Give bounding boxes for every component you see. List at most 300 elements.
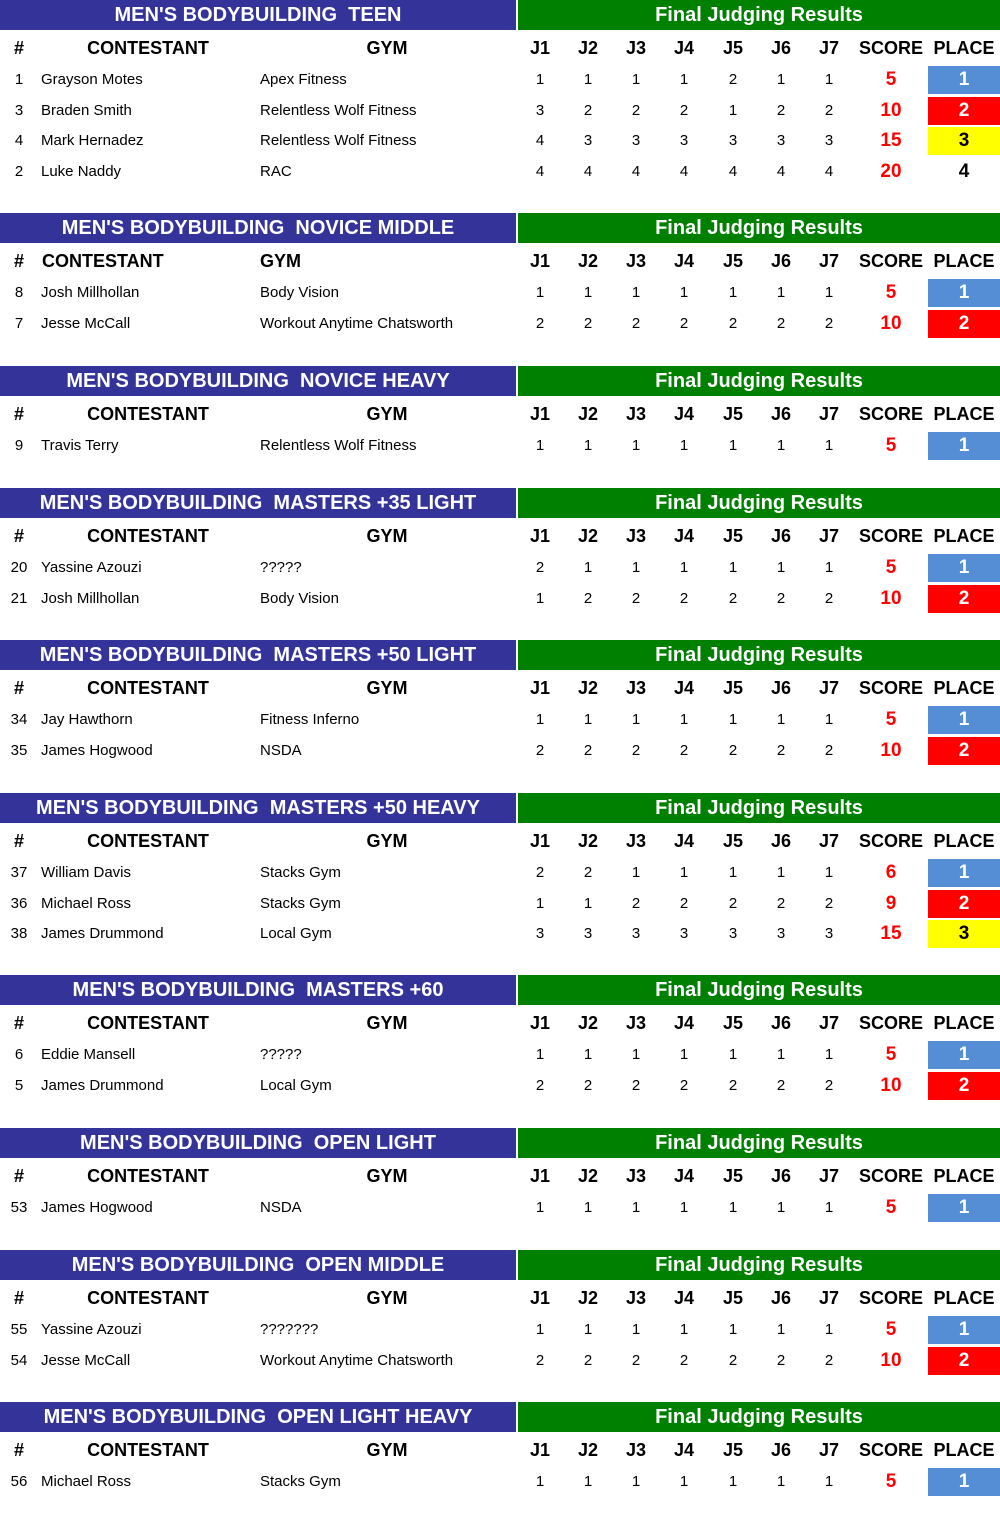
results-section [0, 1250, 1000, 1376]
contestant-number: 34 [10, 711, 28, 728]
header-judge: J6 [770, 1440, 792, 1460]
judge-score: 1 [679, 1199, 689, 1216]
total-score: 5 [885, 1044, 897, 1065]
section-banner [0, 0, 1000, 30]
header-place: PLACE [933, 1440, 995, 1460]
total-score: 10 [880, 99, 902, 121]
division-title: MEN'S BODYBUILDING OPEN LIGHT HEAVY [0, 1402, 516, 1432]
final-results-label: Final Judging Results [518, 975, 1000, 1005]
contestant-gym: Body Vision [260, 284, 339, 301]
judge-score: 1 [824, 284, 834, 301]
header-judge: J5 [722, 678, 744, 698]
header-judge: J4 [673, 251, 695, 271]
place-badge: 2 [928, 890, 1000, 918]
results-section [0, 1402, 1000, 1498]
contestant-number: 36 [10, 894, 28, 912]
judge-score: 1 [776, 864, 786, 881]
contestant-number: 54 [10, 1351, 28, 1369]
judge-score: 2 [583, 589, 593, 607]
header-judge: J3 [625, 526, 647, 546]
header-judge: J1 [529, 1440, 551, 1460]
place-badge: 2 [928, 1072, 1000, 1100]
table-row [0, 431, 1000, 462]
header-gym: GYM [366, 831, 408, 851]
judge-score: 1 [535, 1473, 545, 1490]
header-place: PLACE [933, 1166, 995, 1186]
place-badge: 4 [958, 160, 970, 182]
header-judge: J1 [529, 678, 551, 698]
header-judge: J6 [770, 1166, 792, 1186]
total-score: 15 [880, 923, 902, 944]
header-score: SCORE [858, 526, 923, 546]
total-score: 10 [880, 739, 902, 761]
column-header-row [0, 670, 1000, 705]
judge-score: 1 [776, 1046, 786, 1063]
header-place: PLACE [933, 404, 995, 424]
judge-score: 2 [824, 1076, 834, 1094]
header-number: # [13, 1013, 24, 1033]
header-place: PLACE [933, 38, 995, 58]
judge-score: 2 [535, 314, 545, 332]
judge-score: 1 [728, 1199, 738, 1216]
contestant-gym: Relentless Wolf Fitness [260, 132, 417, 149]
judge-score: 1 [535, 1046, 545, 1063]
final-results-label: Final Judging Results [518, 793, 1000, 823]
header-judge: J1 [529, 251, 551, 271]
header-judge: J4 [673, 1013, 695, 1033]
header-judge: J7 [818, 404, 840, 424]
judge-score: 1 [776, 1321, 786, 1338]
header-judge: J4 [673, 38, 695, 58]
judge-score: 2 [631, 589, 641, 607]
place-badge: 1 [928, 1468, 1000, 1496]
header-judge: J5 [722, 1288, 744, 1308]
division-title: MEN'S BODYBUILDING NOVICE MIDDLE [0, 213, 516, 243]
section-banner [0, 213, 1000, 243]
judge-score: 1 [824, 437, 834, 454]
contestant-name: Michael Ross [41, 1473, 132, 1490]
total-score: 10 [880, 1349, 902, 1371]
table-row [0, 1193, 1000, 1224]
judge-score: 1 [679, 711, 689, 728]
header-judge: J7 [818, 526, 840, 546]
judge-score: 3 [631, 132, 641, 149]
contestant-name: Josh Millhollan [41, 589, 140, 607]
header-score: SCORE [858, 1166, 923, 1186]
contestant-gym: NSDA [260, 1199, 302, 1216]
section-banner [0, 1128, 1000, 1158]
header-score: SCORE [858, 251, 923, 271]
judge-score: 4 [679, 162, 689, 180]
contestant-gym: ????? [260, 1046, 302, 1063]
contestant-number: 9 [14, 437, 24, 454]
division-title: MEN'S BODYBUILDING MASTERS +35 LIGHT [0, 488, 516, 518]
judge-score: 2 [679, 314, 689, 332]
header-judge: J2 [577, 526, 599, 546]
contestant-number: 53 [10, 1199, 28, 1216]
judge-score: 1 [583, 1199, 593, 1216]
place-badge: 1 [928, 279, 1000, 307]
judge-score: 2 [679, 741, 689, 759]
header-place: PLACE [933, 526, 995, 546]
place-badge: 2 [928, 737, 1000, 765]
contestant-name: James Hogwood [41, 1199, 153, 1216]
judge-score: 2 [535, 1351, 545, 1369]
table-row [0, 919, 1000, 950]
section-banner [0, 793, 1000, 823]
contestant-number: 2 [14, 162, 24, 180]
column-header-row [0, 1432, 1000, 1467]
judge-score: 1 [728, 284, 738, 301]
contestant-gym: Stacks Gym [260, 864, 341, 881]
section-banner [0, 1402, 1000, 1432]
contestant-gym: Fitness Inferno [260, 711, 360, 728]
judge-score: 2 [679, 101, 689, 119]
header-judge: J7 [818, 1440, 840, 1460]
header-gym: GYM [366, 1013, 408, 1033]
judge-score: 2 [776, 894, 786, 912]
judge-score: 2 [535, 741, 545, 759]
header-judge: J2 [577, 1288, 599, 1308]
header-judge: J4 [673, 1440, 695, 1460]
total-score: 20 [880, 160, 902, 182]
judge-score: 2 [535, 559, 545, 576]
table-row [0, 1346, 1000, 1377]
judge-score: 1 [728, 1046, 738, 1063]
contestant-gym: Relentless Wolf Fitness [260, 437, 417, 454]
judge-score: 2 [583, 1351, 593, 1369]
table-row [0, 553, 1000, 584]
header-judge: J5 [722, 1440, 744, 1460]
contestant-gym: NSDA [260, 741, 302, 759]
header-gym: GYM [260, 251, 302, 271]
header-judge: J5 [722, 526, 744, 546]
table-row [0, 96, 1000, 127]
judge-score: 1 [535, 1199, 545, 1216]
judge-score: 1 [679, 1321, 689, 1338]
judge-score: 1 [776, 711, 786, 728]
total-score: 10 [880, 1074, 902, 1096]
place-badge: 3 [928, 127, 1000, 155]
judge-score: 3 [631, 925, 641, 942]
header-judge: J3 [625, 38, 647, 58]
total-score: 5 [885, 69, 897, 90]
judge-score: 2 [824, 101, 834, 119]
division-title: MEN'S BODYBUILDING MASTERS +50 HEAVY [0, 793, 516, 823]
contestant-name: Mark Hernadez [41, 132, 144, 149]
contestant-name: James Drummond [41, 1076, 164, 1094]
judge-score: 1 [679, 284, 689, 301]
contestant-name: William Davis [41, 864, 131, 881]
judge-score: 1 [631, 1473, 641, 1490]
table-row [0, 278, 1000, 309]
judge-score: 3 [776, 925, 786, 942]
header-judge: J2 [577, 831, 599, 851]
column-header-row [0, 1005, 1000, 1040]
contestant-name: Jay Hawthorn [41, 711, 133, 728]
place-badge: 1 [928, 1041, 1000, 1069]
header-judge: J6 [770, 251, 792, 271]
header-judge: J7 [818, 1288, 840, 1308]
division-title: MEN'S BODYBUILDING NOVICE HEAVY [0, 366, 516, 396]
judge-score: 1 [824, 71, 834, 88]
judge-score: 1 [728, 1321, 738, 1338]
contestant-gym: Workout Anytime Chatsworth [260, 314, 454, 332]
table-row [0, 309, 1000, 340]
final-results-label: Final Judging Results [518, 1402, 1000, 1432]
results-section [0, 793, 1000, 950]
header-judge: J1 [529, 1013, 551, 1033]
header-judge: J5 [722, 1013, 744, 1033]
contestant-name: Josh Millhollan [41, 284, 140, 301]
header-number: # [13, 1166, 24, 1186]
judge-score: 3 [728, 132, 738, 149]
header-number: # [13, 831, 24, 851]
header-judge: J4 [673, 526, 695, 546]
judge-score: 3 [583, 132, 593, 149]
judge-score: 1 [535, 1321, 545, 1338]
final-results-label: Final Judging Results [518, 366, 1000, 396]
header-judge: J2 [577, 678, 599, 698]
header-gym: GYM [366, 1288, 408, 1308]
judge-score: 1 [728, 559, 738, 576]
judge-score: 3 [824, 925, 834, 942]
place-badge: 2 [928, 97, 1000, 125]
division-title: MEN'S BODYBUILDING OPEN LIGHT [0, 1128, 516, 1158]
contestant-gym: Workout Anytime Chatsworth [260, 1351, 454, 1369]
judge-score: 1 [776, 284, 786, 301]
contestant-number: 21 [10, 589, 28, 607]
header-judge: J2 [577, 404, 599, 424]
section-banner [0, 640, 1000, 670]
judge-score: 1 [583, 711, 593, 728]
header-place: PLACE [933, 251, 995, 271]
final-results-label: Final Judging Results [518, 488, 1000, 518]
header-judge: J3 [625, 678, 647, 698]
contestant-gym: RAC [260, 162, 292, 180]
judge-score: 1 [776, 1473, 786, 1490]
header-contestant: CONTESTANT [87, 1440, 209, 1460]
contestant-gym: Stacks Gym [260, 894, 341, 912]
judge-score: 1 [583, 1046, 593, 1063]
judge-score: 4 [776, 162, 786, 180]
header-judge: J4 [673, 831, 695, 851]
contestant-name: Yassine Azouzi [41, 1321, 142, 1338]
judge-score: 2 [728, 71, 738, 88]
header-judge: J5 [722, 831, 744, 851]
judge-score: 1 [631, 711, 641, 728]
header-number: # [13, 678, 24, 698]
judge-score: 1 [631, 1046, 641, 1063]
judge-score: 1 [776, 1199, 786, 1216]
header-judge: J4 [673, 1166, 695, 1186]
total-score: 5 [885, 435, 897, 456]
header-contestant: CONTESTANT [87, 1166, 209, 1186]
judge-score: 1 [728, 101, 738, 119]
table-row [0, 1071, 1000, 1102]
header-score: SCORE [858, 1288, 923, 1308]
judge-score: 1 [728, 711, 738, 728]
judge-score: 1 [679, 71, 689, 88]
header-judge: J6 [770, 404, 792, 424]
results-section [0, 488, 1000, 614]
header-score: SCORE [858, 678, 923, 698]
header-judge: J6 [770, 38, 792, 58]
contestant-number: 6 [14, 1046, 24, 1063]
contestant-gym: Local Gym [260, 1076, 332, 1094]
header-judge: J3 [625, 404, 647, 424]
column-header-row [0, 1158, 1000, 1193]
contestant-name: Grayson Motes [41, 71, 143, 88]
header-judge: J2 [577, 251, 599, 271]
header-judge: J6 [770, 526, 792, 546]
judge-score: 2 [631, 101, 641, 119]
header-contestant: CONTESTANT [87, 831, 209, 851]
place-badge: 1 [928, 432, 1000, 460]
results-section [0, 1128, 1000, 1224]
header-score: SCORE [858, 404, 923, 424]
header-gym: GYM [366, 678, 408, 698]
table-row [0, 705, 1000, 736]
judge-score: 2 [631, 741, 641, 759]
judge-score: 2 [535, 1076, 545, 1094]
judge-score: 2 [583, 314, 593, 332]
division-title: MEN'S BODYBUILDING OPEN MIDDLE [0, 1250, 516, 1280]
header-judge: J7 [818, 1013, 840, 1033]
division-title: MEN'S BODYBUILDING MASTERS +50 LIGHT [0, 640, 516, 670]
total-score: 5 [885, 282, 897, 303]
judge-score: 2 [776, 101, 786, 119]
column-header-row [0, 1280, 1000, 1315]
judge-score: 2 [776, 1351, 786, 1369]
judge-score: 3 [776, 132, 786, 149]
judge-score: 1 [631, 559, 641, 576]
total-score: 6 [885, 862, 897, 883]
judge-score: 1 [583, 437, 593, 454]
judge-score: 1 [728, 437, 738, 454]
header-gym: GYM [366, 38, 408, 58]
judge-score: 2 [728, 894, 738, 912]
contestant-number: 37 [10, 864, 28, 881]
judge-score: 2 [728, 1076, 738, 1094]
contestant-name: Michael Ross [41, 894, 132, 912]
table-row [0, 126, 1000, 157]
judge-score: 4 [583, 162, 593, 180]
contestant-number: 38 [10, 925, 28, 942]
judge-score: 2 [583, 1076, 593, 1094]
header-score: SCORE [858, 1440, 923, 1460]
header-judge: J7 [818, 678, 840, 698]
judge-score: 3 [679, 925, 689, 942]
place-badge: 2 [928, 310, 1000, 338]
header-number: # [13, 1288, 24, 1308]
judge-score: 2 [679, 1351, 689, 1369]
contestant-gym: Local Gym [260, 925, 332, 942]
header-number: # [13, 404, 24, 424]
total-score: 5 [885, 709, 897, 730]
contestant-name: James Drummond [41, 925, 164, 942]
header-judge: J6 [770, 831, 792, 851]
results-section [0, 0, 1000, 187]
judge-score: 1 [824, 864, 834, 881]
header-score: SCORE [858, 38, 923, 58]
header-judge: J7 [818, 251, 840, 271]
judge-score: 2 [583, 864, 593, 881]
judge-score: 1 [535, 437, 545, 454]
contestant-gym: ????? [260, 559, 302, 576]
total-score: 15 [880, 130, 902, 151]
section-banner [0, 975, 1000, 1005]
contestant-number: 8 [14, 284, 24, 301]
contestant-number: 5 [14, 1076, 24, 1094]
column-header-row [0, 243, 1000, 278]
judge-score: 1 [679, 1473, 689, 1490]
contestant-name: Jesse McCall [41, 1351, 131, 1369]
table-row [0, 1040, 1000, 1071]
place-badge: 3 [928, 920, 1000, 948]
table-row [0, 65, 1000, 96]
judge-score: 4 [535, 132, 545, 149]
judge-score: 1 [824, 559, 834, 576]
final-results-label: Final Judging Results [518, 640, 1000, 670]
table-row [0, 1467, 1000, 1498]
header-score: SCORE [858, 831, 923, 851]
place-badge: 1 [928, 706, 1000, 734]
contestant-gym: Body Vision [260, 589, 339, 607]
header-contestant: CONTESTANT [87, 678, 209, 698]
final-results-label: Final Judging Results [518, 1250, 1000, 1280]
total-score: 9 [885, 892, 897, 914]
judge-score: 2 [824, 741, 834, 759]
judge-score: 1 [631, 864, 641, 881]
judge-score: 1 [535, 894, 545, 912]
header-judge: J5 [722, 1166, 744, 1186]
judge-score: 2 [728, 314, 738, 332]
column-header-row [0, 30, 1000, 65]
judge-score: 1 [631, 1199, 641, 1216]
judge-score: 1 [679, 437, 689, 454]
judge-score: 1 [631, 1321, 641, 1338]
judge-score: 1 [728, 1473, 738, 1490]
contestant-name: James Hogwood [41, 741, 153, 759]
judge-score: 2 [679, 589, 689, 607]
contestant-number: 1 [14, 71, 24, 88]
judge-score: 1 [679, 864, 689, 881]
header-judge: J2 [577, 1440, 599, 1460]
judge-score: 2 [776, 741, 786, 759]
contestant-name: Travis Terry [41, 437, 119, 454]
header-judge: J7 [818, 38, 840, 58]
judge-score: 3 [583, 925, 593, 942]
judge-score: 1 [776, 437, 786, 454]
header-gym: GYM [366, 1440, 408, 1460]
judge-score: 2 [728, 741, 738, 759]
judge-score: 4 [535, 162, 545, 180]
judge-score: 1 [583, 1473, 593, 1490]
header-judge: J3 [625, 831, 647, 851]
judge-score: 4 [631, 162, 641, 180]
judge-score: 1 [631, 284, 641, 301]
judge-score: 2 [776, 314, 786, 332]
judge-score: 2 [535, 864, 545, 881]
header-judge: J6 [770, 678, 792, 698]
judge-score: 1 [583, 71, 593, 88]
final-results-label: Final Judging Results [518, 1128, 1000, 1158]
judge-score: 2 [631, 1076, 641, 1094]
header-judge: J7 [818, 1166, 840, 1186]
header-judge: J5 [722, 38, 744, 58]
total-score: 5 [885, 1471, 897, 1492]
